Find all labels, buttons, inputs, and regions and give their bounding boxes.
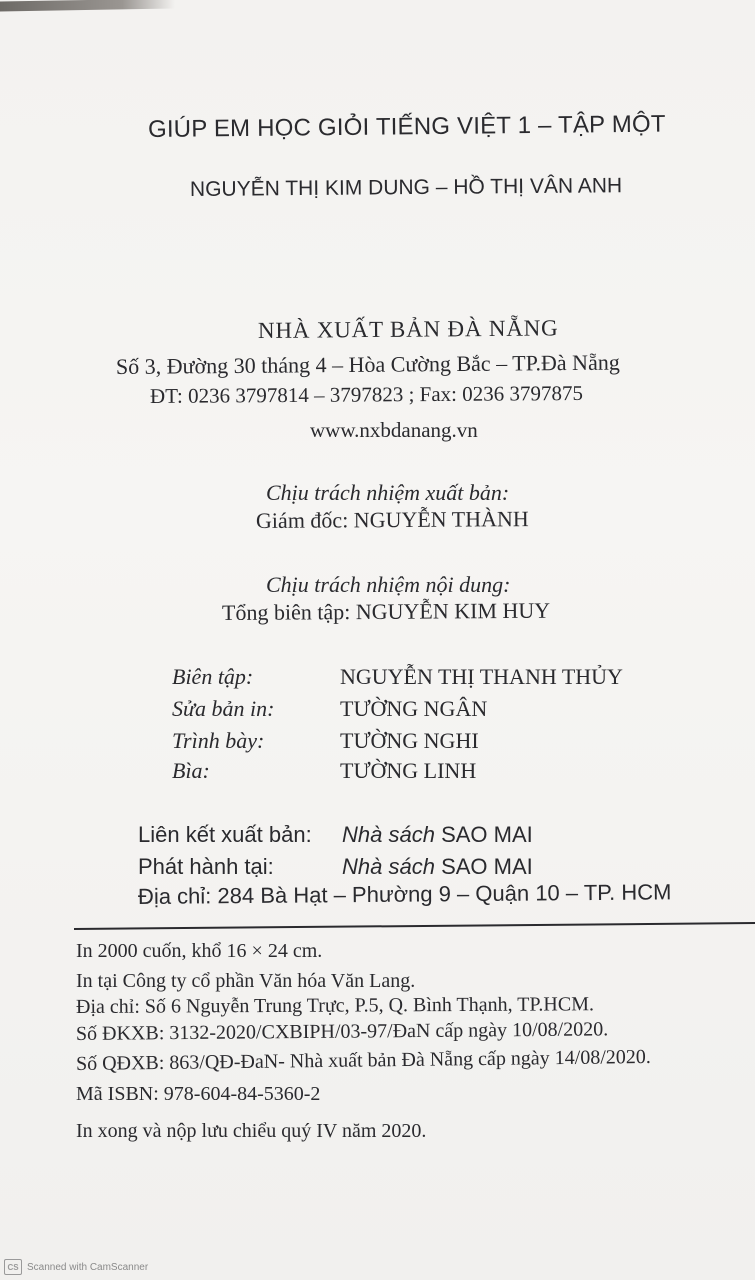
decision-number: Số QĐXB: 863/QĐ-ĐaN- Nhà xuất bản Đà Nẵng cấp ngày 14/08/2020. (75, 1045, 651, 1075)
staff-name-layout: TƯỜNG NGHI (340, 728, 479, 753)
partner-value (342, 822, 533, 848)
content-responsibility-label: Chịu trách nhiệm nội dung: (266, 572, 511, 597)
camscanner-icon: CS (4, 1259, 22, 1275)
publishing-director: Giám đốc: NGUYỄN THÀNH (255, 506, 529, 533)
printer-address: Địa chỉ: Số 6 Nguyễn Trung Trực, P.5, Q. Bình Thạnh, TP.HCM. (75, 993, 595, 1018)
publishing-responsibility-label: Chịu trách nhiệm xuất bản: (266, 480, 510, 505)
scanner-watermark (0, 1256, 755, 1278)
publisher-name: NHÀ XUẤT BẢN ĐÀ NẴNG (257, 315, 559, 343)
book-title: GIÚP EM HỌC GIỎI TIẾNG VIỆT 1 – TẬP MỘT (147, 110, 666, 143)
isbn: Mã ISBN: 978-604-84-5360-2 (76, 1083, 321, 1105)
issued-value (342, 854, 533, 880)
page-edge-shadow (0, 0, 175, 12)
publisher-phone: ĐT: 0236 3797814 – 3797823 ; Fax: 0236 3797875 (149, 380, 584, 408)
editor-in-chief: Tổng biên tập: NGUYỄN KIM HUY (221, 597, 551, 625)
issued-italic: Nhà sách (342, 854, 435, 879)
partner-label: Liên kết xuất bản: (138, 822, 312, 847)
staff-role-cover: Bìa: (172, 758, 210, 783)
issued-name: SAO MAI (434, 854, 533, 879)
scanner-label: Scanned with CamScanner (27, 1261, 149, 1273)
publisher-website: www.nxbdanang.vn (310, 418, 478, 442)
section-divider (74, 922, 755, 930)
staff-role-proofreader: Sửa bản in: (172, 696, 275, 721)
partner-name: SAO MAI (434, 822, 533, 847)
book-authors: NGUYỄN THỊ KIM DUNG – HỒ THỊ VÂN ANH (189, 174, 623, 201)
staff-role-layout: Trình bày: (172, 728, 265, 753)
issued-label: Phát hành tại: (138, 854, 274, 879)
staff-name-proofreader: TƯỜNG NGÂN (340, 696, 488, 721)
staff-role-editor: Biên tập: (172, 664, 254, 689)
publisher-address: Số 3, Đường 30 tháng 4 – Hòa Cường Bắc – TP.Đà Nẵng (115, 349, 620, 379)
printer: In tại Công ty cổ phần Văn hóa Văn Lang. (76, 970, 416, 992)
staff-name-editor: NGUYỄN THỊ THANH THỦY (340, 664, 623, 689)
distribution-address: Địa chỉ: 284 Bà Hạt – Phường 9 – Quận 10 – TP. HCM (137, 879, 672, 909)
staff-name-cover: TƯỜNG LINH (340, 758, 477, 783)
registration-number: Số ĐKXB: 3132-2020/CXBIPH/03-97/ĐaN cấp ngày 10/08/2020. (75, 1018, 609, 1045)
deposit-note: In xong và nộp lưu chiểu quý IV năm 2020. (76, 1120, 427, 1142)
partner-italic: Nhà sách (342, 822, 435, 847)
print-run: In 2000 cuốn, khổ 16 × 24 cm. (76, 940, 323, 962)
